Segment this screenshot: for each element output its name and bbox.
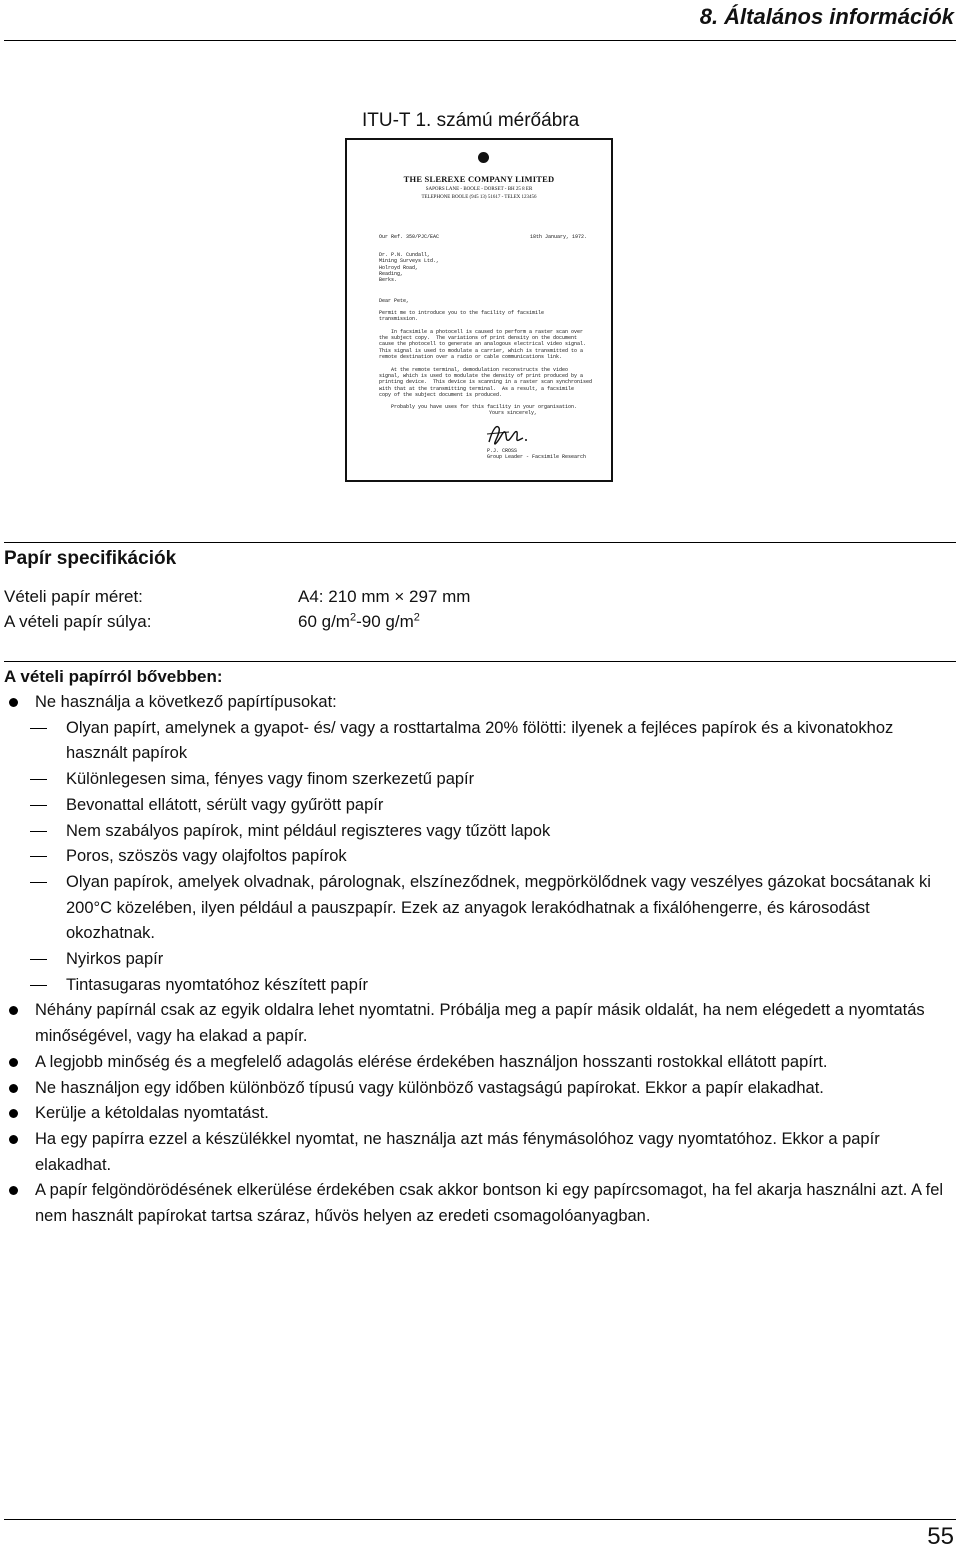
list-item: Bevonattal ellátott, sérült vagy gyűrött papír bbox=[8, 793, 954, 819]
spec-heading: Papír specifikációk bbox=[4, 548, 177, 569]
paper-size-value: A4: 210 mm × 297 mm bbox=[298, 587, 471, 606]
section-divider bbox=[4, 661, 956, 662]
list-item: Ne használja a következő papírtípusokat: bbox=[8, 690, 954, 716]
letter-closing: Yours sincerely, bbox=[489, 410, 538, 416]
paper-weight-value: 60 $g/m^2-90$ $g/m^2$ bbox=[298, 611, 420, 631]
list-item: Néhány papírnál csak az egyik oldalra lehet nyomtatni. Próbálja meg a papír másik oldalát, ha nem elégedett a nyomtatás minőségével, vagy ha elakad a papír. bbox=[8, 998, 954, 1049]
section-divider bbox=[4, 542, 956, 543]
itu-test-chart-image bbox=[345, 138, 613, 482]
chapter-title: 8. Általános információk bbox=[699, 4, 954, 29]
letter-recipient: Dr. P.N. Cundall, Mining Surveys Ltd., Holroyd Road, Reading, Berks. bbox=[379, 252, 440, 284]
list-item: Poros, szöszös vagy olajfoltos papírok bbox=[8, 844, 954, 870]
details-list bbox=[8, 690, 954, 1230]
list-item: Ha egy papírra ezzel a készülékkel nyomtat, ne használja azt más fénymásolóhoz vagy nyomtatóhoz. Ekkor a papír elakadhat. bbox=[8, 1127, 954, 1178]
list-item: Nem szabályos papírok, mint például regiszteres vagy tűzött lapok bbox=[8, 819, 954, 845]
list-item: Tintasugaras nyomtatóhoz készített papír bbox=[8, 973, 954, 999]
list-item: Ne használjon egy időben különböző típusú vagy különböző vastagságú papírokat. Ekkor a papír elakadhat. bbox=[8, 1076, 954, 1102]
list-item: Olyan papírok, amelyek olvadnak, párolognak, elszíneződnek, megpörkölődnek vagy veszélyes gázokat bocsátanak ki 200°C közelében, ilyen például a pauszpapír. Ezek az anyagok lerakódhatnak a fixálóhengerre, és károsodást okozhatnak. bbox=[8, 870, 954, 947]
paper-size-label: Vételi papír méret: bbox=[4, 587, 143, 606]
list-item: Kerülje a kétoldalas nyomtatást. bbox=[8, 1101, 954, 1127]
letter-greeting: Dear Pete, bbox=[379, 298, 410, 304]
list-item: Olyan papírt, amelynek a gyapot- és/ vagy a rosttartalma 20% fölötti: ilyenek a fejléces papírok és a kivonatokhoz használt papírok bbox=[8, 716, 954, 767]
letter-date: 18th January, 1972. bbox=[530, 234, 588, 240]
letter-company: THE SLEREXE COMPANY LIMITED bbox=[403, 174, 555, 184]
signature-icon bbox=[485, 422, 535, 448]
letter-address-1: SAPORS LANE - BOOLE - DORSET - BH 25 8 ER bbox=[425, 187, 533, 192]
page-number: 55 bbox=[927, 1523, 954, 1550]
paper-weight-label: A vételi papír súlya: bbox=[4, 612, 152, 631]
letter-signer: P.J. CROSS Group Leader - Facsimile Research bbox=[487, 448, 587, 461]
list-item: Különlegesen sima, fényes vagy finom szerkezetű papír bbox=[8, 767, 954, 793]
footer-divider bbox=[4, 1519, 956, 1520]
letter-ref: Our Ref. 350/PJC/EAC bbox=[379, 234, 440, 240]
test-chart-caption: ITU-T 1. számú mérőábra bbox=[362, 110, 580, 131]
list-item: A papír felgöndörödésének elkerülése érdekében csak akkor bontson ki egy papírcsomagot, ha fel akarja használni azt. A fel nem használt papírokat tartsa száraz, hűvös helyen az eredeti csomagolóanyagban. bbox=[8, 1178, 954, 1229]
company-logo-icon bbox=[478, 152, 489, 163]
header-divider bbox=[4, 40, 956, 41]
letter-address-2: TELEPHONE BOOLE (945 13) 51617 - TELEX 123456 bbox=[421, 195, 537, 200]
list-item: Nyirkos papír bbox=[8, 947, 954, 973]
letter-body: Permit me to introduce you to the facility of facsimile transmission. In facsimile a photocell is caused to perform a raster scan over the subject copy. The variations of print density on the document cause the photocell to generate an analogous electrical video signal. This signal is used to modulate a carrier, which is transmitted to a remote destination over a radio or cable communications link. At the remote terminal, demodulation reconstructs the video signal, which is used to modulate the density of print produced by a printing device. This device is scanning in a raster scan synchronised with that at the transmitting terminal. As a result, a facsimile copy of the subject document is produced. Probably you have uses for this facility in your organisation. bbox=[379, 310, 593, 411]
list-item: A legjobb minőség és a megfelelő adagolás elérése érdekében használjon hosszanti rostokkal ellátott papírt. bbox=[8, 1050, 954, 1076]
details-heading: A vételi papírról bővebben: bbox=[4, 667, 223, 686]
